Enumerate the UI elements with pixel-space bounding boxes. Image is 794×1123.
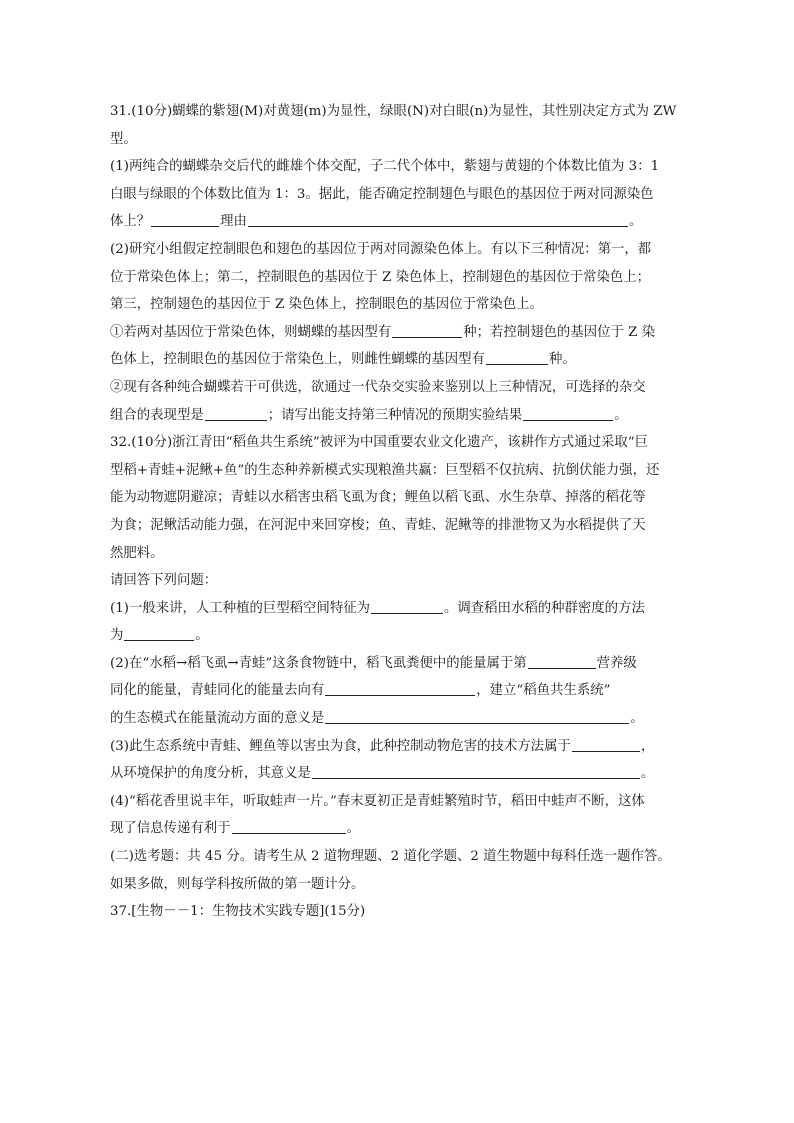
- q32-stem-line1: 32.(10分)浙江青田“稻鱼共生系统”被评为中国重要农业文化遗产，该耕作方式通过采取“巨: [110, 435, 648, 451]
- q31-part2-line2: 位于常染色体上；第二，控制眼色的基因位于 Z 染色体上，控制翅色的基因位于常染色上；: [110, 269, 651, 285]
- q32-stem-line4: 为食；泥鳅活动能力强，在河泥中来回穿梭；鱼、青蛙、泥鳅等的排泄物又为水稻提供了天: [110, 517, 646, 533]
- answer-blank[interactable]: [528, 654, 596, 669]
- q31-part1-line2: 白眼与绿眼的个体数比值为 1：3。据此，能否确定控制翅色与眼色的基因位于两对同源染色: [110, 186, 654, 202]
- q32-part2-line1: (2)在“水稻→稻飞虱→青蛙”这条食物链中，稻飞虱粪便中的能量属于第 营养级: [110, 655, 637, 671]
- q31-part2-line1: (2)研究小组假定控制眼色和翅色的基因位于两对同源染色体上。有以下三种情况：第一，都: [110, 241, 652, 257]
- q32-part3-line2: 从环境保护的角度分析，其意义是 。: [110, 766, 655, 782]
- answer-blank[interactable]: [486, 350, 548, 365]
- q32-part4-line2: 现了信息传递有利于 。: [110, 821, 360, 837]
- q32-stem-line5: 然肥料。: [110, 545, 164, 561]
- answer-blank[interactable]: [572, 737, 640, 752]
- document-page: [110, 98, 694, 926]
- answer-blank[interactable]: [124, 626, 194, 641]
- q32-part2-line2: 同化的能量，青蛙同化的能量去向有 ，建立“稻鱼共生系统”: [110, 683, 611, 699]
- answer-blank[interactable]: [523, 406, 613, 421]
- q31-sub1-line2: 色体上，控制眼色的基因位于常染色上，则雌性蝴蝶的基因型有 种。: [110, 352, 576, 368]
- answer-blank[interactable]: [151, 212, 219, 227]
- answer-blank[interactable]: [232, 819, 346, 834]
- q31-sub2-line1: ②现有各种纯合蝴蝶若干可供选，欲通过一代杂交实验来鉴别以上三种情况，可选择的杂交: [110, 379, 646, 395]
- q32-part4-line1: (4)“稻花香里说丰年，听取蛙声一片。”春末夏初正是青蛙繁殖时节，稻田中蛙声不断，这体: [110, 793, 645, 809]
- q37-heading: 37.[生物－－1：生物技术实践专题](15分): [110, 904, 366, 920]
- optional-section-line1: (二)选考题：共 45 分。请考生从 2 道物理题、2 道化学题、2 道生物题中每科任选一题作答。: [110, 849, 671, 865]
- q31-part1-line1: (1)两纯合的蝴蝶杂交后代的雌雄个体交配，子二代个体中，紫翅与黄翅的个体数比值为 3：1: [110, 159, 660, 175]
- q32-stem-line2: 型稻+青蛙+泥鳅+鱼”的生态种养新模式实现粮渔共赢：巨型稻不仅抗病、抗倒伏能力强，还: [110, 462, 660, 478]
- optional-section-line2: 如果多做，则每学科按所做的第一题计分。: [110, 876, 365, 892]
- answer-blank[interactable]: [325, 681, 475, 696]
- q32-part2-line3: 的生态模式在能量流动方面的意义是 。: [110, 711, 644, 727]
- q32-part3-line1: (3)此生态系统中青蛙、鲤鱼等以害虫为食，此种控制动物危害的技术方法属于 ，: [110, 738, 655, 754]
- q31-sub1-line1: ①若两对基因位于常染色体，则蝴蝶的基因型有 种；若控制翅色的基因位于 Z 染: [110, 324, 656, 340]
- answer-blank[interactable]: [325, 709, 629, 724]
- q32-prompt: 请回答下列问题：: [110, 573, 218, 589]
- q31-sub2-line2: 组合的表现型是 ；请写出能支持第三种情况的预期实验结果 。: [110, 407, 628, 423]
- q32-stem-line3: 能为动物遮阴避凉；青蛙以水稻害虫稻飞虱为食；鲤鱼以稻飞虱、水生杂草、掉落的稻花等: [110, 490, 646, 506]
- q32-part1-line2: 为 。: [110, 628, 209, 644]
- answer-blank[interactable]: [248, 212, 628, 227]
- q31-stem-line1: 31.(10分)蝴蝶的紫翅(M)对黄翅(m)为显性，绿眼(N)对白眼(n)为显性，其性别决定方式为 ZW: [110, 104, 677, 119]
- q31-stem-line2: 型。: [110, 131, 137, 147]
- q31-part1-line3: 体上？ 理由 。: [110, 214, 643, 230]
- q31-part2-line3: 第三，控制翅色的基因位于 Z 染色体上，控制眼色的基因位于常染色上。: [110, 297, 543, 313]
- answer-blank[interactable]: [312, 764, 640, 779]
- q32-part1-line1: (1)一般来讲，人工种植的巨型稻空间特征为 。调查稻田水稻的种群密度的方法: [110, 600, 645, 616]
- answer-blank[interactable]: [371, 599, 443, 614]
- answer-blank[interactable]: [392, 323, 462, 338]
- answer-blank[interactable]: [205, 406, 267, 421]
